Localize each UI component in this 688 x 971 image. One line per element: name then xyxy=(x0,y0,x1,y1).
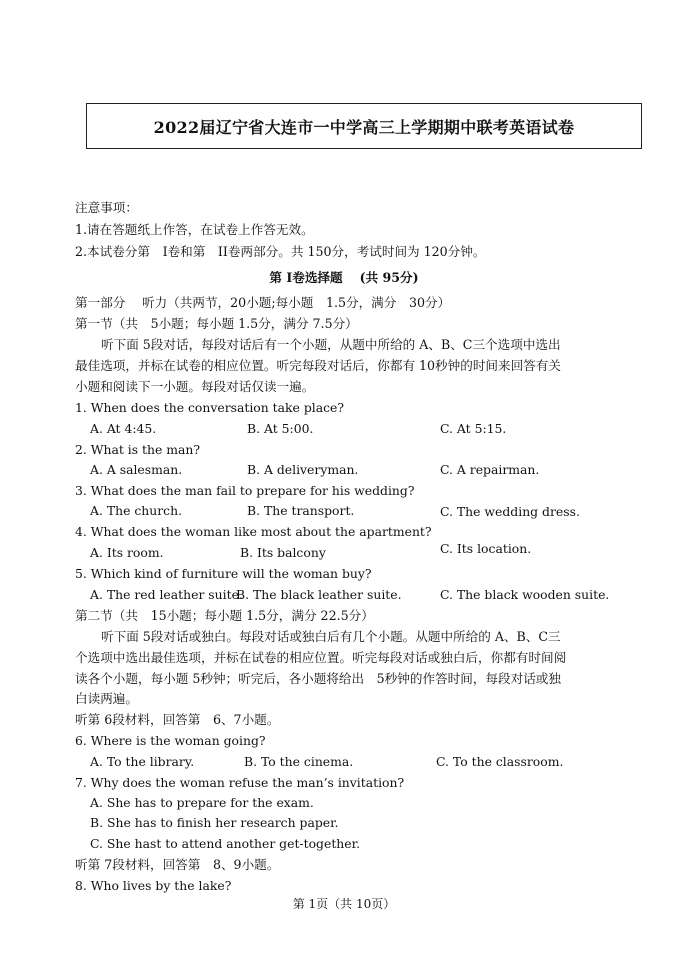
question-1: 1. When does the conversation take place? xyxy=(75,400,345,415)
material-7-heading: 听第 7段材料，回答第 8、9小题。 xyxy=(75,857,280,872)
question-8: 8. Who lives by the lake? xyxy=(75,878,232,893)
exam-title-box xyxy=(86,103,642,149)
section2-instruction-4: 白读两遍。 xyxy=(75,691,138,706)
q3-option-b: B. The transport. xyxy=(247,503,355,518)
q5-option-c: C. The black wooden suite. xyxy=(440,587,610,602)
section1-instruction-1: 听下面 5段对话，每段对话后有一个小题，从题中所给的 A、B、C三个选项中选出 xyxy=(101,337,561,352)
question-5: 5. Which kind of furniture will the woman buy? xyxy=(75,566,372,581)
page-footer: 第 1页（共 10页） xyxy=(292,897,396,911)
section1-instruction-2: 最佳选项，并标在试卷的相应位置。听完每段对话后，你都有 10秒钟的时间来回答有关 xyxy=(75,358,561,373)
q6-option-b: B. To the cinema. xyxy=(244,754,354,769)
q1-option-a: A. At 4:45. xyxy=(90,421,157,436)
question-7: 7. Why does the woman refuse the man’s invitation? xyxy=(75,775,405,790)
q3-option-c: C. The wedding dress. xyxy=(440,504,580,519)
q4-option-a: A. Its room. xyxy=(90,545,164,560)
section1-instruction-3: 小题和阅读下一小题。每段对话仅读一遍。 xyxy=(75,379,315,394)
q1-option-c: C. At 5:15. xyxy=(440,421,507,436)
q7-option-a: A. She has to prepare for the exam. xyxy=(90,795,314,810)
q7-option-b: B. She has to finish her research paper. xyxy=(90,815,339,830)
q2-option-a: A. A salesman. xyxy=(90,462,183,477)
part1-title: 第一部分 听力（共两节，20小题;每小题 1.5分，满分 30分） xyxy=(75,295,451,310)
q6-option-a: A. To the library. xyxy=(90,754,195,769)
notice-item-2: 2.本试卷分第 I卷和第 II卷两部分。共 150分，考试时间为 120分钟。 xyxy=(75,244,486,259)
section2-instruction-3: 读各个小题，每小题 5秒钟；听完后，各小题将给出 5秒钟的作答时间，每段对话或独 xyxy=(75,671,561,686)
section2-instruction-1: 听下面 5段对话或独白。每段对话或独白后有几个小题。从题中所给的 A、B、C三 xyxy=(101,629,561,644)
q5-option-a: A. The red leather suite. xyxy=(90,587,243,602)
q7-option-c: C. She hast to attend another get-together. xyxy=(90,836,361,851)
q4-option-b: B. Its balcony xyxy=(240,545,326,560)
q5-option-b: B. The black leather suite. xyxy=(236,587,402,602)
question-2: 2. What is the man? xyxy=(75,442,201,457)
volume1-title: 第 I卷选择题 (共 95分) xyxy=(269,270,419,285)
notice-heading: 注意事项： xyxy=(75,200,138,215)
notice-item-1: 1.请在答题纸上作答，在试卷上作答无效。 xyxy=(75,222,314,237)
section1-title: 第一节（共 5小题；每小题 1.5分，满分 7.5分） xyxy=(75,316,358,331)
section2-instruction-2: 个选项中选出最佳选项，并标在试卷的相应位置。听完每段对话或独白后，你都有时间阅 xyxy=(75,650,567,665)
question-6: 6. Where is the woman going? xyxy=(75,733,266,748)
question-3: 3. What does the man fail to prepare for his wedding? xyxy=(75,483,415,498)
q1-option-b: B. At 5:00. xyxy=(247,421,314,436)
q2-option-c: C. A repairman. xyxy=(440,462,540,477)
q2-option-b: B. A deliveryman. xyxy=(247,462,359,477)
q4-option-c: C. Its location. xyxy=(440,541,532,556)
q6-option-c: C. To the classroom. xyxy=(436,754,564,769)
q3-option-a: A. The church. xyxy=(90,503,183,518)
material-6-heading: 听第 6段材料，回答第 6、7小题。 xyxy=(75,712,280,727)
question-4: 4. What does the woman like most about the apartment? xyxy=(75,524,432,539)
section2-title: 第二节（共 15小题；每小题 1.5分，满分 22.5分） xyxy=(75,608,374,623)
exam-title: 2022届辽宁省大连市一中学高三上学期期中联考英语试卷 xyxy=(153,117,575,137)
